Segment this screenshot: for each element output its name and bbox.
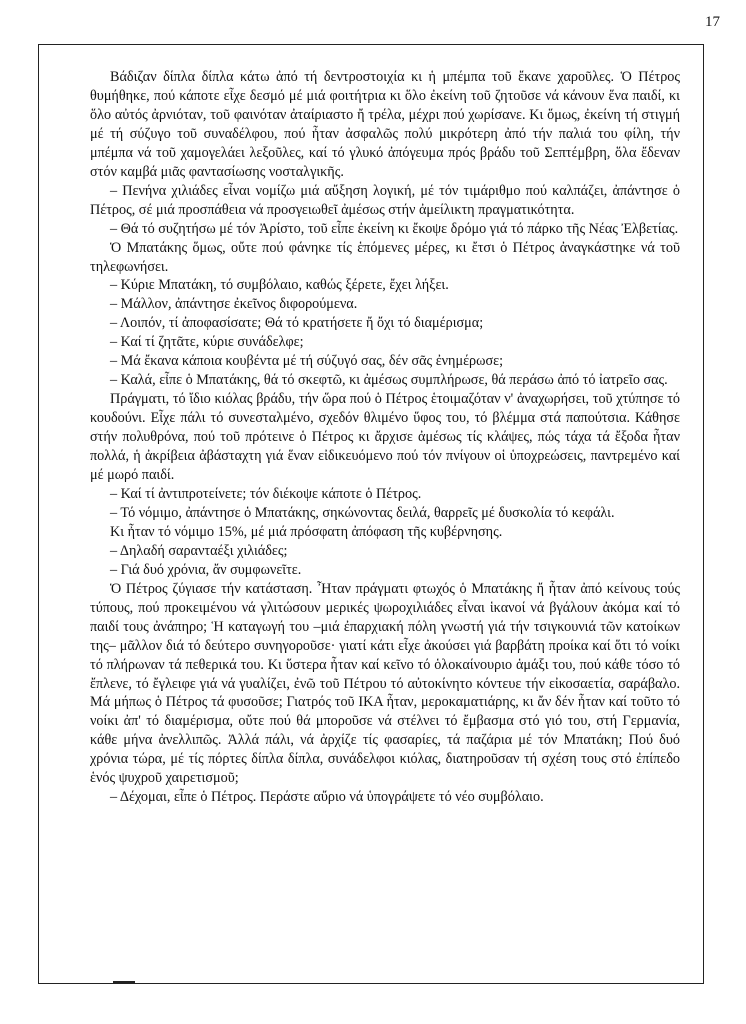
paragraph: – Λοιπόν, τί ἀποφασίσατε; Θά τό κρατήσετε ἤ ὄχι τό διαμέρισμα; [110, 315, 484, 332]
paragraph: – Δέχομαι, εἶπε ὁ Πέτρος. Περάστε αὔριο νά ὑπογράψετε τό νέο συμβόλαιο. [110, 789, 544, 806]
paragraph: – Πενήνα χιλιάδες εἶναι νομίζω μιά αὔξηση λογική, μέ τόν τιμάριθμο πού καλπάζει, ἀπάντησε ὁ Πέτρος, σέ μιά προσπάθεια νά προσγειωθεῖ ἀμέσως στήν ἀμείλικτη πραγματικότητα. [90, 182, 680, 218]
paragraph: – Γιά δυό χρόνια, ἄν συμφωνεῖτε. [110, 561, 302, 578]
paragraph: – Καλά, εἶπε ὁ Μπατάκης, θά τό σκεφτῶ, κι ἀμέσως συμπλήρωσε, θά περάσω ἀπό τό ἰατρεῖο σας. [110, 372, 668, 389]
paragraph: – Καί τί ζητᾶτε, κύριε συνάδελφε; [110, 334, 304, 351]
paragraph: – Κύριε Μπατάκη, τό συμβόλαιο, καθώς ξέρετε, ἔχει λήξει. [110, 277, 449, 294]
paragraph: Βάδιζαν δίπλα δίπλα κάτω ἀπό τή δεντροστοιχία κι ἡ μπέμπα τοῦ ἔκανε χαροῦλες. Ὁ Πέτρος θυμήθηκε, πού κάποτε εἶχε δεσμό μέ μιά φοιτήτρια κι ὅλο ἐκείνη τοῦ ζητοῦσε νά κάνουν ἕνα παιδί, κι ὅλο αὐτός ἀρνιόταν, τοῦ φαινόταν ἀταίριαστο ἤ τρέλα, μέχρι πού χωρίσανε. Κι ὅμως, ἐκείνη τή στιγμή μέ τή σύζυγο τοῦ συναδέλφου, πού ἦταν ἀσφαλῶς πολύ μικρότερη ἀπό τήν παλιά του φίλη, τήν μπέμπα νά τοῦ χαμογελάει λεξοῦλες, καί τό γλυκό ἀπόγευμα πρός βράδυ τοῦ Σεπτέμβρη, ὅλα ἔδεναν στόν καμβά μιᾶς φαντασίωσης νοσταλγικῆς. [90, 69, 680, 180]
paragraph: – Μά ἔκανα κάποια κουβέντα μέ τή σύζυγό σας, δέν σᾶς ἐνημέρωσε; [110, 353, 504, 370]
paragraph: – Τό νόμιμο, ἀπάντησε ὁ Μπατάκης, σηκώνοντας δειλά, θαρρεῖς μέ δυσκολία τό κεφάλι. [110, 504, 615, 521]
paragraph: – Δηλαδή σαρανταέξι χιλιάδες; [110, 542, 288, 559]
paragraph: Κι ἦταν τό νόμιμο 15%, μέ μιά πρόσφατη ἀπόφαση τῆς κυβέρνησης. [110, 523, 503, 540]
scan-mark [113, 981, 135, 984]
paragraph: Ὁ Πέτρος ζύγιασε τήν κατάσταση. Ἦταν πράγματι φτωχός ὁ Μπατάκης ἤ ἦταν ἀπό κείνους τούς τύπους, πού προκειμένου νά γλιτώσουν μερικές ψωροχιλιάδες εἶναι ἱκανοί νά βγάλουν ἀκόμα καί τό παιδί τους ἀνάπηρο; Ἡ καταγωγή του –μιά ἐπαρχιακή πόλη γνωστή γιά τήν τσιγκουνιά τῶν κατοίκων της– μᾶλλον διά τό δεύτερο συνηγοροῦσε· γιατί κάτι εἶχε ἀκούσει γιά βαρβάτη προίκα καί ὅτι τό νοίκι τό πλήρωναν τά πεθερικά του. Κι ὕστερα ἦταν καί κεῖνο τό ὁλοκαίνουριο ἁμάξι του, πού κάθε τόσο τό ἔπλενε, τό ἔγλειφε γιά νά γυαλίζει, ἐνῶ τοῦ Πέτρου τό αὐτοκίνητο κόντευε τήν εἰκοσαετία, σαράβαλο. Μά μήπως ὁ Πέτρος τά φυσοῦσε; Γιατρός τοῦ ΙΚΑ ἦταν, μεροκαματιάρης, κι ἄν δέν ἦταν καί τοῦτο τό νοίκι ἀπ' τό διαμέρισμα, οὔτε πού θά μποροῦσε νά στέλνει τό ἔμβασμα στό γιό του, στή Γερμανία, κάθε μήνα ἀνελλιπῶς. Ἀλλά πάλι, νά ἀρχίζε τίς φασαρίες, τά παζάρια μέ τόν Μπατάκη; Πού δυό χρόνια τώρα, μέ τίς πόρτες δίπλα δίπλα, συνάδελφοι κιόλας, διατηροῦσαν τή σχέση τους στό ἐπίπεδο ἑνός ψυχροῦ χαιρετισμοῦ; [90, 580, 680, 787]
body-text [90, 68, 680, 807]
paragraph: Ὁ Μπατάκης ὅμως, οὔτε πού φάνηκε τίς ἑπόμενες μέρες, κι ἔτσι ὁ Πέτρος ἀναγκάστηκε νά τοῦ τηλεφωνήσει. [90, 239, 680, 275]
paragraph: – Καί τί ἀντιπροτείνετε; τόν διέκοψε κάποτε ὁ Πέτρος. [110, 485, 422, 502]
paragraph: – Θά τό συζητήσω μέ τόν Ἀρίστο, τοῦ εἶπε ἐκείνη κι ἔκοψε δρόμο γιά τό πάρκο τῆς Νέας Ἐλβετίας. [110, 220, 679, 237]
paragraph: Πράγματι, τό ἴδιο κιόλας βράδυ, τήν ὥρα πού ὁ Πέτρος ἑτοιμαζόταν ν' ἀναχωρήσει, τοῦ χτύπησε τό κουδούνι. Εἶχε πάλι τό συνεσταλμένο, σχεδόν θλιμένο ὕφος του, τό βλέμμα στά παπούτσια. Κάθησε στήν πολυθρόνα, πού τοῦ πρότεινε ὁ Πέτρος κι ἄρχισε ἀμέσως τίς κλάψες, πώς τάχα τά ἔξοδα ἦταν πολλά, ἡ ἀκρίβεια ἀβάσταχτη γιά ἕναν εἰδικευόμενο πού τόν πνίγουν οἱ ὑποχρεώσεις, παντρεμένο καί μέ μωρό παιδί. [90, 391, 680, 484]
page-number: 17 [705, 14, 720, 30]
paragraph: – Μάλλον, ἀπάντησε ἐκεῖνος διφορούμενα. [110, 296, 358, 313]
